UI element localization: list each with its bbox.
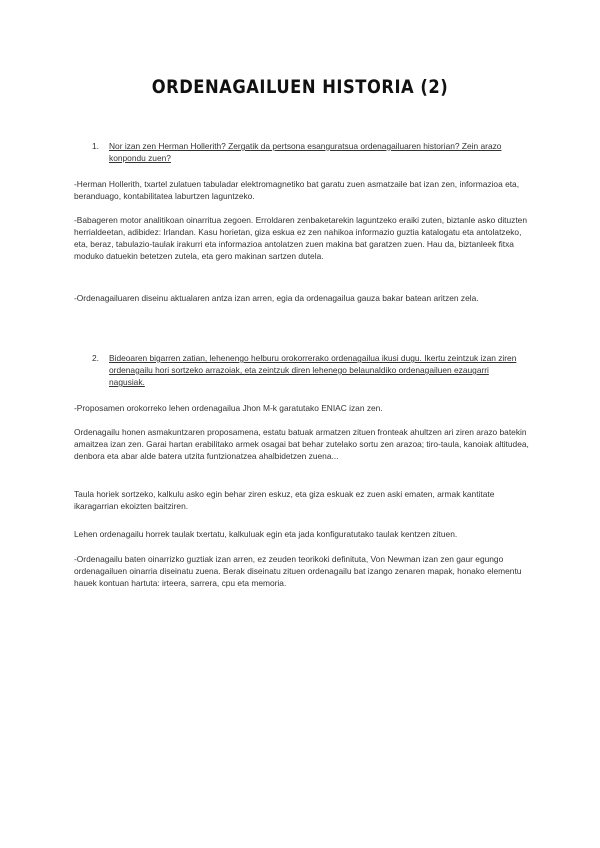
answer-paragraph: -Ordenagailuaren diseinu aktualaren antza izan arren, egia da ordenagailua gauza bakar batean aritzen zela. <box>74 293 479 303</box>
answer-paragraph: Lehen ordenagailu horrek taulak txertatu, kalkuluak egin eta jada konfiguratutako taulak kentzen zituen. <box>74 529 458 539</box>
question-text: Bideoaren bigarren zatian, lehenengo helburu orokorrerako ordenagailua ikusi dugu. Ikertu zeintzuk izan ziren ordenagailu hori sortzeko arrazoiak, eta zeintzuk diren lehenego belaunaldiko ordenagailuen ezaugarri nagusiak. <box>109 353 517 387</box>
page-title: ORDENAGAILUEN HISTORIA (2) <box>151 76 449 98</box>
answer-paragraph: Ordenagailu honen asmakuntzaren proposamena, estatu batuak armatzen zituen fronteak ahultzen ari ziren arazo batekin amaitzea izan zen. Garai hartan erabilitako armek osagai bat behar zutelako sortu zen arazoa; tiro-taula, kanoiak altitudea, denbora eta abar alde batera utzita funtzionatzea ahalbidetzen zuena... <box>74 427 529 461</box>
answer-paragraph: -Herman Hollerith, txartel zulatuen tabuladar elektromagnetiko bat garatu zuen asmatzaile bat izan zen, informazioa eta, beranduago, kontabilitatea laburtzen laguntzeko. <box>74 179 520 201</box>
answer-paragraph: Taula horiek sortzeko, kalkulu asko egin behar ziren eskuz, eta giza eskuak ez zuen aski ematen, armak kantitate ikaragarrian ekoizten baitziren. <box>74 489 495 511</box>
answer-paragraph: -Ordenagailu baten oinarrizko guztiak izan arren, ez zeuden teorikoki definituta, Von Newman izan zen gaur egungo ordenagailuen oinarria diseinatu zuena. Berak diseinatu zituen ordenagailu bat izango zenaren mapak, honako elementu hauek kontuan hartuta: irteera, sarrera, cpu eta memoria. <box>74 554 522 588</box>
answer-paragraph: -Babageren motor analitikoan oinarritua zegoen. Erroldaren zenbaketarekin laguntzeko eraiki zuten, biztanle asko dituzten herrialdeetan, adibidez: Irlandan. Kasu horietan, giza eskua ez zen nahikoa informazio guztia katalogatu eta antolatzeko, eta, beraz, tabulazio-taulak irakurri eta informazioa antolatzen zuen makina bat garatzen zuen. Hau da, biztanleek fitxa moduko datuekin betetzen zutela, eta gero makinan sartzen dutela. <box>74 215 527 261</box>
question-text: Nor izan zen Herman Hollerith? Zergatik da pertsona esanguratsua ordenagailuaren historian? Zein arazo konpondu zuen? <box>109 141 502 163</box>
answer-paragraph: -Proposamen orokorreko lehen ordenagailua Jhon M-k garatutako ENIAC izan zen. <box>74 403 383 413</box>
question-number: 2. <box>92 353 99 363</box>
question-number: 1. <box>92 141 99 151</box>
